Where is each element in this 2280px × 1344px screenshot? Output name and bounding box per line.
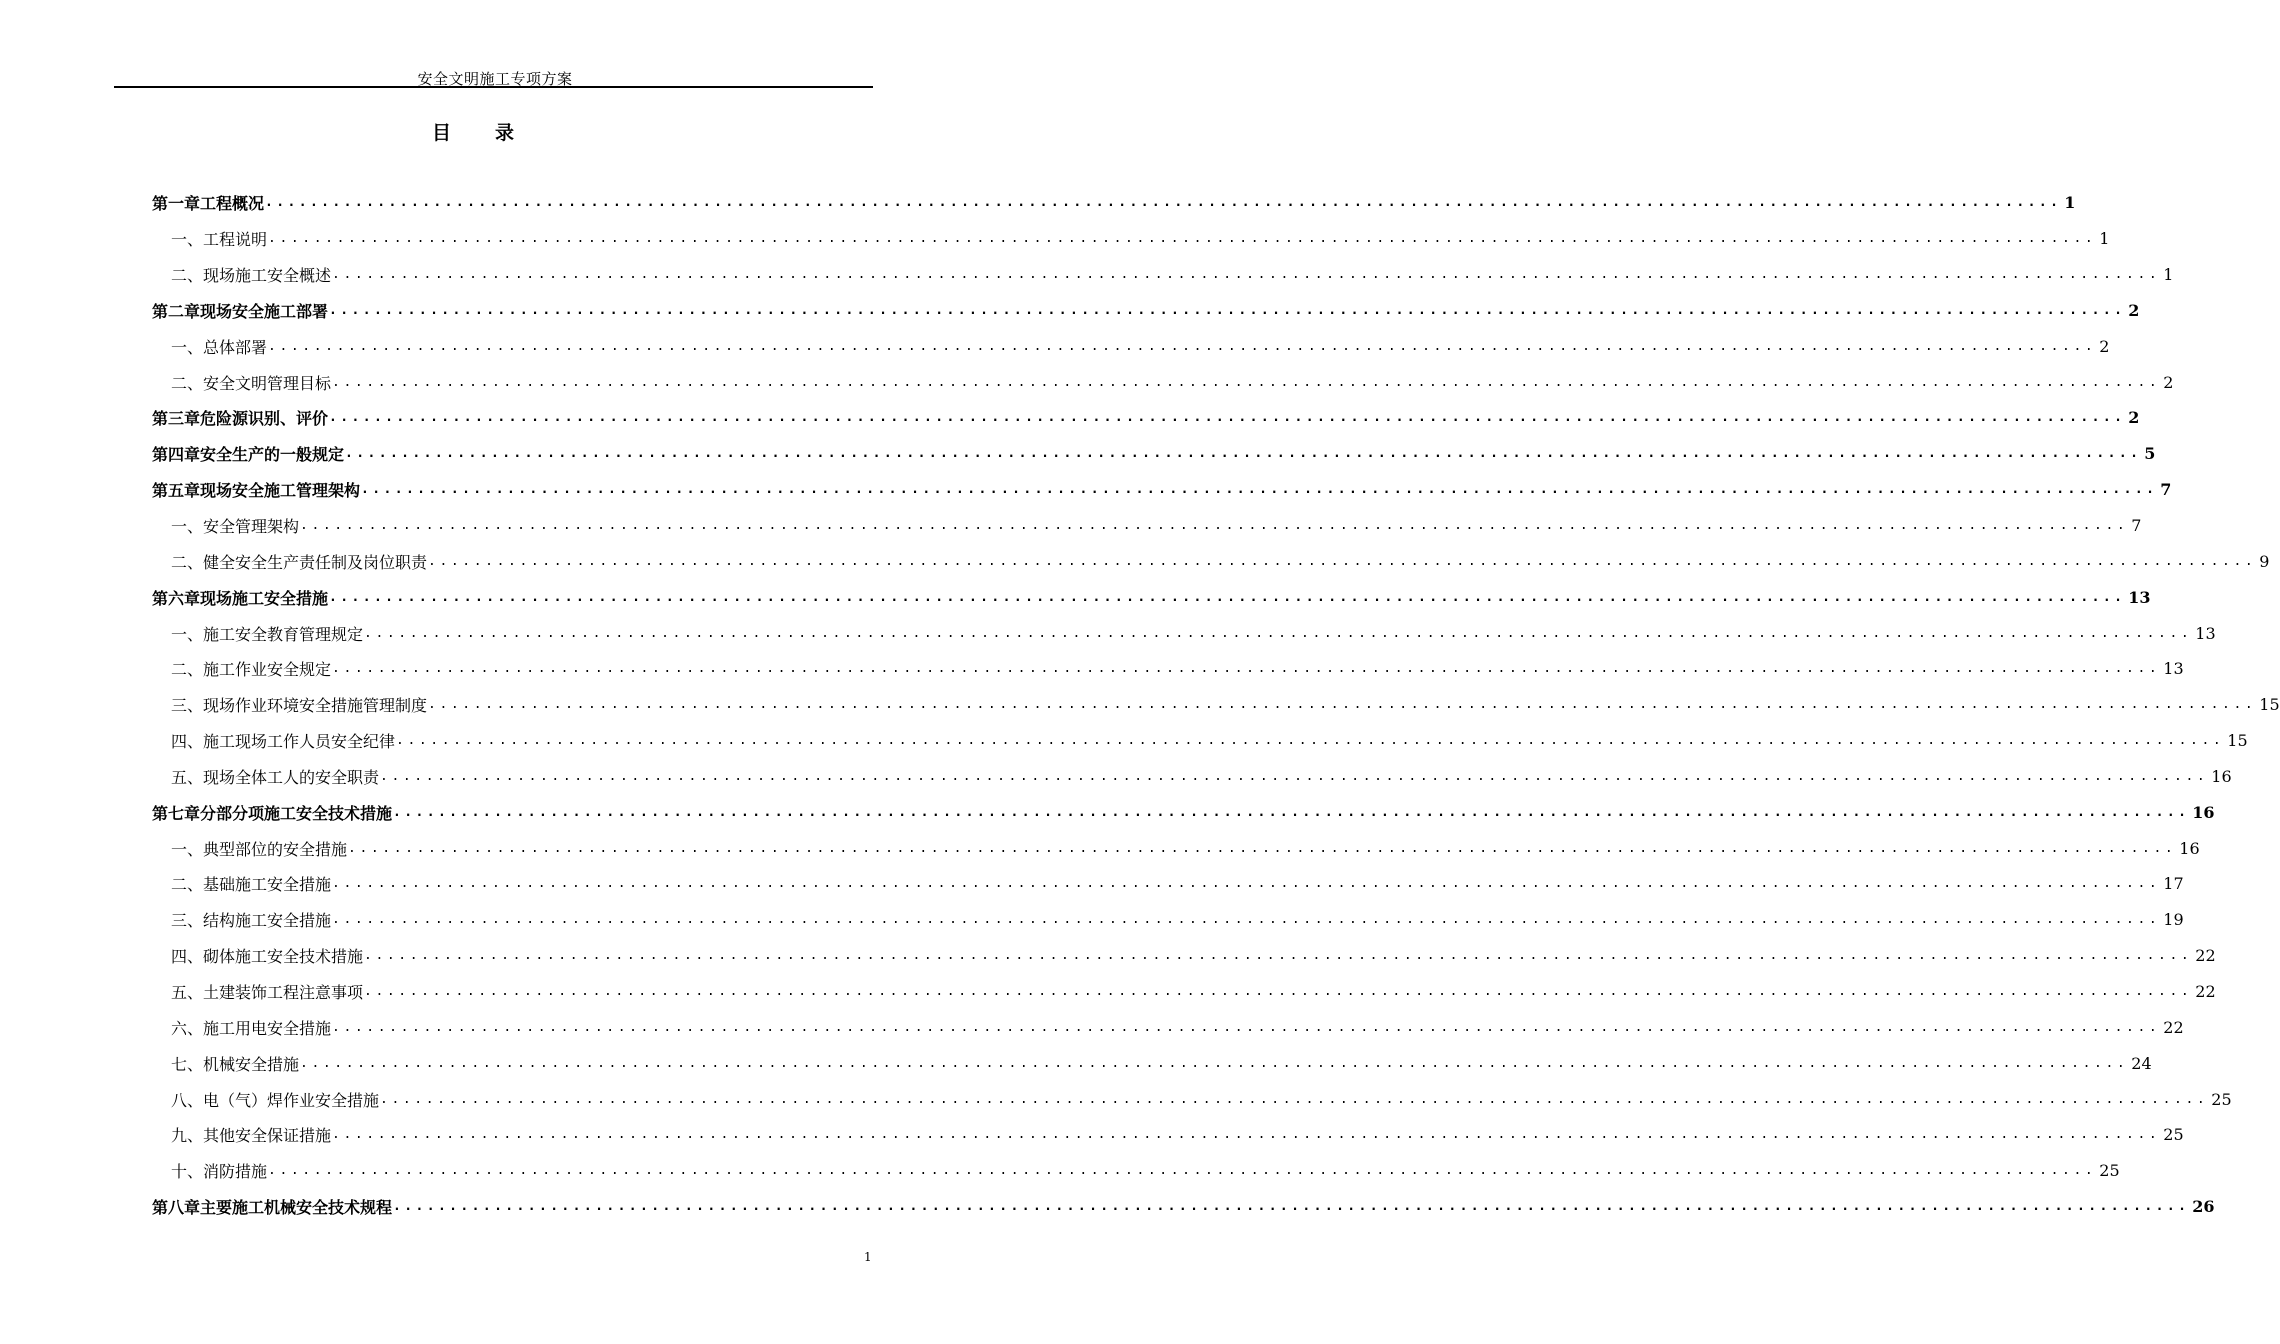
- running-header-title: 安全文明施工专项方案: [417, 70, 573, 88]
- toc-entry-number: 第五章: [152, 481, 201, 501]
- toc-entry-label: 其他安全保证措施: [203, 1126, 332, 1146]
- toc-entry-label: 工程概况: [200, 194, 265, 214]
- toc-chapter-entry[interactable]: [0, 794, 2215, 830]
- toc-entry-page-number: 16: [2192, 802, 2215, 822]
- toc-chapter-entry[interactable]: [0, 185, 2076, 221]
- dot-leader: ................................................................................................................................................................: [265, 195, 2062, 211]
- toc-entry-label: 危险源识别、评价: [200, 409, 329, 429]
- toc-entry-number: 一、: [171, 839, 204, 859]
- toc-chapter-entry[interactable]: [0, 436, 2156, 472]
- dot-leader: ................................................................................................................................................................: [332, 661, 2161, 677]
- toc-entry-page-number: 19: [2163, 910, 2184, 930]
- toc-entry-page-number: 9: [2259, 551, 2270, 571]
- toc-entry-number: 五、: [171, 767, 204, 787]
- toc-entry-page-number: 2: [2163, 372, 2174, 392]
- toc-entry-page-number: 16: [2211, 766, 2232, 786]
- toc-entry-page-number: 1: [2064, 193, 2076, 213]
- toc-entry-page-number: 2: [2128, 300, 2140, 320]
- dot-leader: ................................................................................................................................................................: [332, 912, 2161, 928]
- toc-entry-page-number: 2: [2128, 408, 2140, 428]
- toc-entry-label: 土建装饰工程注意事项: [203, 982, 364, 1002]
- dot-leader: ................................................................................................................................................................: [332, 876, 2161, 892]
- toc-section-entry[interactable]: [0, 508, 2142, 544]
- toc-entry-label: 分部分项施工安全技术措施: [200, 803, 393, 823]
- toc-entry-label: 砌体施工安全技术措施: [203, 947, 364, 967]
- dot-leader: ................................................................................................................................................................: [300, 518, 2129, 534]
- dot-leader: ................................................................................................................................................................: [428, 697, 2257, 713]
- toc-entry-label: 主要施工机械安全技术规程: [200, 1198, 393, 1218]
- toc-entry-page-number: 7: [2131, 516, 2142, 536]
- toc-section-entry[interactable]: [0, 1081, 2232, 1117]
- toc-section-entry[interactable]: [0, 938, 2216, 974]
- toc-entry-label: 总体部署: [203, 337, 268, 357]
- dot-leader: ................................................................................................................................................................: [332, 267, 2161, 283]
- dot-leader: ................................................................................................................................................................: [268, 1163, 2097, 1179]
- dot-leader: ................................................................................................................................................................: [380, 1091, 2209, 1107]
- toc-entry-label: 机械安全措施: [203, 1054, 300, 1074]
- toc-entry-number: 第八章: [152, 1198, 201, 1218]
- dot-leader: ................................................................................................................................................................: [300, 1055, 2129, 1071]
- toc-entry-number: 三、: [171, 911, 204, 931]
- toc-chapter-entry[interactable]: [0, 293, 2140, 329]
- toc-entry-page-number: 5: [2144, 444, 2156, 464]
- dot-leader: ................................................................................................................................................................: [332, 374, 2161, 390]
- toc-entry-label: 基础施工安全措施: [203, 875, 332, 895]
- toc-entry-label: 现场施工安全措施: [200, 588, 329, 608]
- toc-section-entry[interactable]: [0, 651, 2184, 687]
- toc-entry-number: 二、: [171, 266, 204, 286]
- toc-entry-number: 第二章: [152, 301, 201, 321]
- toc-entry-page-number: 2: [2099, 336, 2110, 356]
- dot-leader: ................................................................................................................................................................: [268, 231, 2097, 247]
- toc-entry-page-number: 13: [2195, 623, 2216, 643]
- header-rule: [114, 86, 873, 88]
- toc-entry-number: 二、: [171, 660, 204, 680]
- toc-entry-label: 典型部位的安全措施: [203, 839, 348, 859]
- toc-entry-label: 现场作业环境安全措施管理制度: [203, 696, 428, 716]
- toc-chapter-entry[interactable]: [0, 400, 2140, 436]
- toc-entry-number: 第四章: [152, 445, 201, 465]
- toc-entry-label: 现场全体工人的安全职责: [203, 767, 380, 787]
- toc-entry-label: 工程说明: [203, 230, 268, 250]
- dot-leader: ................................................................................................................................................................: [364, 625, 2193, 641]
- dot-leader: ................................................................................................................................................................: [329, 410, 2126, 426]
- toc-entry-label: 施工现场工作人员安全纪律: [203, 732, 396, 752]
- toc-entry-page-number: 15: [2227, 731, 2248, 751]
- toc-entry-number: 九、: [171, 1126, 204, 1146]
- dot-leader: ................................................................................................................................................................: [348, 840, 2177, 856]
- toc-entry-label: 施工用电安全措施: [203, 1018, 332, 1038]
- toc-section-entry[interactable]: [0, 974, 2216, 1010]
- dot-leader: ................................................................................................................................................................: [345, 446, 2142, 462]
- toc-entry-page-number: 25: [2163, 1125, 2184, 1145]
- footer-page-number: 1: [864, 1250, 872, 1264]
- toc-entry-label: 安全生产的一般规定: [200, 445, 345, 465]
- dot-leader: ................................................................................................................................................................: [268, 338, 2097, 354]
- toc-entry-page-number: 22: [2195, 981, 2216, 1001]
- toc-entry-page-number: 17: [2163, 874, 2184, 894]
- toc-entry-page-number: 26: [2192, 1197, 2215, 1217]
- toc-section-entry[interactable]: [0, 364, 2174, 400]
- toc-section-entry[interactable]: [0, 687, 2280, 723]
- toc-entry-page-number: 15: [2259, 695, 2280, 715]
- table-of-contents: [0, 185, 2280, 1224]
- toc-entry-number: 三、: [171, 696, 204, 716]
- toc-entry-label: 健全安全生产责任制及岗位职责: [203, 552, 428, 572]
- toc-section-entry[interactable]: [0, 1009, 2184, 1045]
- toc-entry-page-number: 13: [2163, 659, 2184, 679]
- toc-entry-number: 五、: [171, 982, 204, 1002]
- toc-entry-page-number: 1: [2163, 265, 2174, 285]
- toc-entry-label: 施工作业安全规定: [203, 660, 332, 680]
- toc-section-entry[interactable]: [0, 1045, 2152, 1081]
- toc-entry-page-number: 22: [2163, 1017, 2184, 1037]
- toc-chapter-entry[interactable]: [0, 579, 2151, 615]
- toc-section-entry[interactable]: [0, 866, 2184, 902]
- toc-entry-label: 结构施工安全措施: [203, 911, 332, 931]
- toc-entry-label: 安全文明管理目标: [203, 373, 332, 393]
- toc-section-entry[interactable]: [0, 1153, 2120, 1189]
- toc-chapter-entry[interactable]: [0, 472, 2172, 508]
- toc-entry-page-number: 22: [2195, 946, 2216, 966]
- toc-entry-label: 消防措施: [203, 1162, 268, 1182]
- toc-section-entry[interactable]: [0, 221, 2110, 257]
- dot-leader: ................................................................................................................................................................: [364, 983, 2193, 999]
- toc-section-entry[interactable]: [0, 328, 2110, 364]
- toc-entry-number: 四、: [171, 947, 204, 967]
- dot-leader: ................................................................................................................................................................: [393, 1199, 2190, 1215]
- toc-entry-number: 第六章: [152, 588, 201, 608]
- toc-entry-number: 一、: [171, 517, 204, 537]
- dot-leader: ................................................................................................................................................................: [380, 768, 2209, 784]
- toc-section-entry[interactable]: [0, 759, 2232, 795]
- dot-leader: ................................................................................................................................................................: [329, 302, 2126, 318]
- toc-section-entry[interactable]: [0, 543, 2270, 579]
- toc-entry-page-number: 25: [2211, 1089, 2232, 1109]
- toc-entry-number: 七、: [171, 1054, 204, 1074]
- toc-section-entry[interactable]: [0, 902, 2184, 938]
- toc-entry-label: 现场安全施工管理架构: [200, 481, 361, 501]
- toc-chapter-entry[interactable]: [0, 1189, 2215, 1225]
- toc-entry-number: 二、: [171, 875, 204, 895]
- toc-entry-number: 第七章: [152, 803, 201, 823]
- toc-entry-number: 二、: [171, 373, 204, 393]
- dot-leader: ................................................................................................................................................................: [428, 553, 2257, 569]
- toc-entry-label: 安全管理架构: [203, 517, 300, 537]
- toc-entry-page-number: 1: [2099, 229, 2110, 249]
- toc-entry-number: 八、: [171, 1090, 204, 1110]
- toc-entry-number: 一、: [171, 624, 204, 644]
- toc-entry-page-number: 24: [2131, 1053, 2152, 1073]
- toc-entry-page-number: 16: [2179, 838, 2200, 858]
- toc-entry-label: 现场安全施工部署: [200, 301, 329, 321]
- toc-entry-label: 现场施工安全概述: [203, 266, 332, 286]
- toc-entry-number: 六、: [171, 1018, 204, 1038]
- toc-title: 目录: [431, 122, 558, 144]
- toc-entry-page-number: 7: [2160, 480, 2172, 500]
- dot-leader: ................................................................................................................................................................: [393, 804, 2190, 820]
- toc-section-entry[interactable]: [0, 1117, 2184, 1153]
- dot-leader: ................................................................................................................................................................: [332, 1127, 2161, 1143]
- dot-leader: ................................................................................................................................................................: [396, 733, 2225, 749]
- toc-entry-number: 一、: [171, 230, 204, 250]
- toc-entry-page-number: 13: [2128, 587, 2151, 607]
- toc-entry-label: 施工安全教育管理规定: [203, 624, 364, 644]
- toc-entry-number: 四、: [171, 732, 204, 752]
- dot-leader: ................................................................................................................................................................: [329, 589, 2126, 605]
- dot-leader: ................................................................................................................................................................: [361, 482, 2158, 498]
- dot-leader: ................................................................................................................................................................: [332, 1019, 2161, 1035]
- toc-section-entry[interactable]: [0, 830, 2200, 866]
- toc-section-entry[interactable]: [0, 615, 2216, 651]
- toc-entry-number: 一、: [171, 337, 204, 357]
- dot-leader: ................................................................................................................................................................: [364, 948, 2193, 964]
- toc-entry-page-number: 25: [2099, 1161, 2120, 1181]
- toc-section-entry[interactable]: [0, 257, 2174, 293]
- toc-entry-number: 第一章: [152, 194, 201, 214]
- toc-section-entry[interactable]: [0, 723, 2248, 759]
- toc-entry-number: 十、: [171, 1162, 204, 1182]
- toc-entry-number: 第三章: [152, 409, 201, 429]
- toc-entry-label: 电（气）焊作业安全措施: [203, 1090, 380, 1110]
- toc-entry-number: 二、: [171, 552, 204, 572]
